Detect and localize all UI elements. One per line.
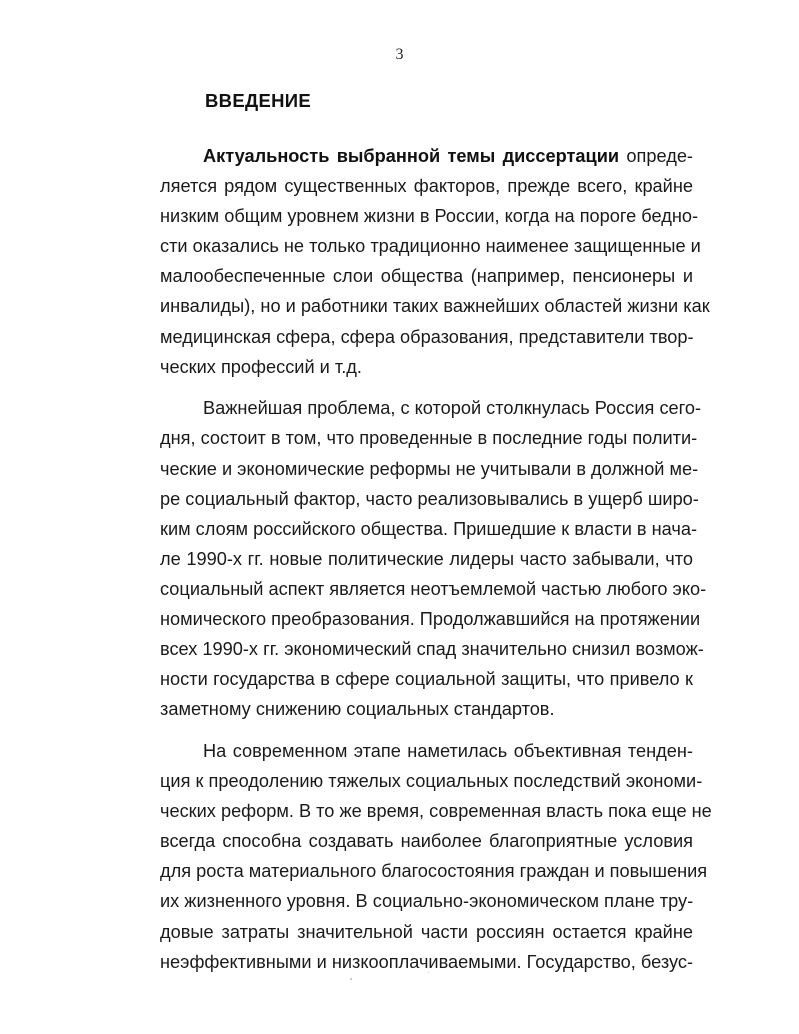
text-line: ности государства в сфере социальной защиты, что привело к xyxy=(160,669,693,690)
text-line: ческих профессий и т.д. xyxy=(160,356,362,377)
scan-speck xyxy=(428,972,429,973)
text-line: ле 1990-х гг. новые политические лидеры часто забывали, что xyxy=(160,548,693,569)
text-line: дня, состоит в том, что проведенные в последние годы полити- xyxy=(160,428,698,449)
text-line: ческих реформ. В то же время, современная власть пока еще не xyxy=(160,801,712,822)
text-line: сти оказались не только традиционно наименее защищенные и xyxy=(160,236,701,257)
page-number: 3 xyxy=(395,46,404,63)
text-line: ческие и экономические реформы не учитывали в должной ме- xyxy=(160,458,699,479)
text-line: На современном этапе наметилась объективная тенден- xyxy=(203,740,693,761)
text-line: Важнейшая проблема, с которой столкнулась Россия сего- xyxy=(203,398,702,419)
text-line: для роста материального благосостояния граждан и повышения xyxy=(160,861,708,882)
text-line-rest: опреде- xyxy=(619,146,693,166)
text-line: социальный аспект является неотъемлемой частью любого эко- xyxy=(160,578,707,599)
text-line: низким общим уровнем жизни в России, когда на пороге бедно- xyxy=(160,206,699,227)
text-line xyxy=(160,141,693,171)
paragraph-2 xyxy=(160,393,707,724)
body-text xyxy=(160,141,712,977)
text-line: медицинская сфера, сфера образования, представители твор- xyxy=(160,326,694,347)
text-line: ляется рядом существенных факторов, прежде всего, крайне xyxy=(160,176,693,197)
text-line: ция к преодолению тяжелых социальных последствий экономи- xyxy=(160,771,703,792)
emphasized-term: Актуальность выбранной темы диссертации xyxy=(203,146,620,166)
text-line: номического преобразования. Продолжавшийся на протяжении xyxy=(160,609,701,629)
text-line: всегда способна создавать наиболее благоприятные условия xyxy=(160,831,693,852)
paragraph-1 xyxy=(160,141,710,382)
text-line: ким слоям российского общества. Пришедшие к власти в нача- xyxy=(160,518,698,539)
text-line: довые затраты значительной части россиян остается крайне xyxy=(160,921,693,942)
text-line: всех 1990-х гг. экономический спад значительно снизил возмож- xyxy=(160,639,704,660)
text-line: неэффективными и низкооплачиваемыми. Государство, безус- xyxy=(160,951,693,972)
scan-speck xyxy=(350,978,352,980)
section-heading: ВВЕДЕНИЕ xyxy=(205,90,311,111)
text-line: ре социальный фактор, часто реализовывались в ущерб широ- xyxy=(160,488,699,509)
text-line: заметному снижению социальных стандартов. xyxy=(160,699,555,720)
paragraph-3 xyxy=(160,736,712,977)
text-line: малообеспеченные слои общества (например, пенсионеры и xyxy=(160,266,693,287)
text-line: их жизненного уровня. В социально-экономическом плане тру- xyxy=(160,891,694,912)
text-line: инвалиды), но и работники таких важнейших областей жизни как xyxy=(160,296,710,317)
